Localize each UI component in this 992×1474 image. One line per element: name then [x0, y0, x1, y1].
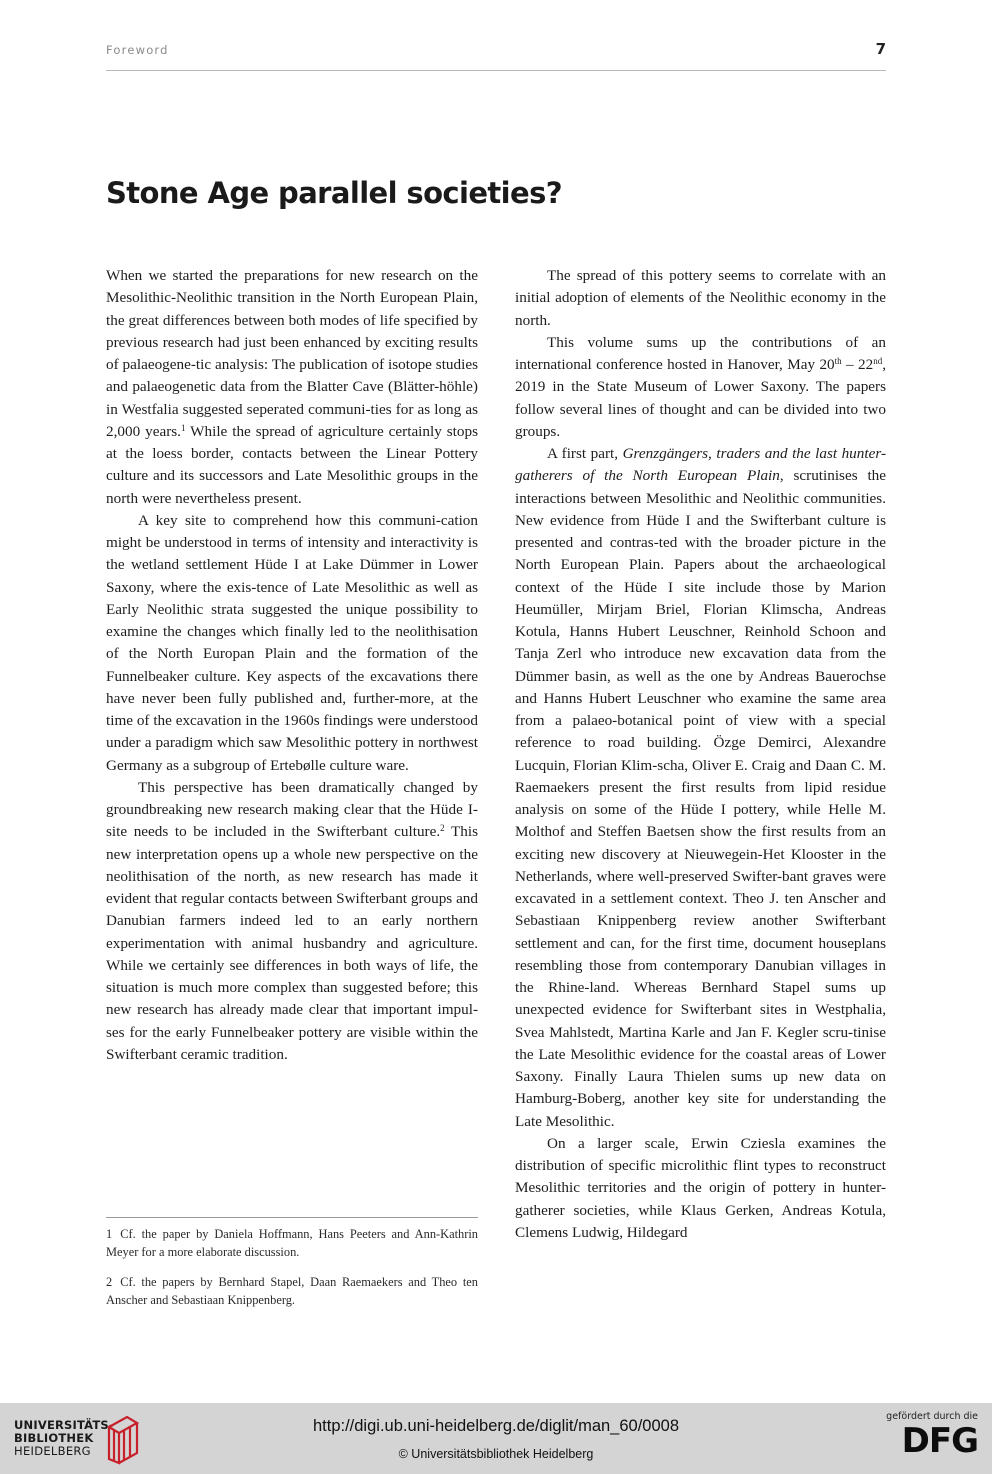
- right-paragraph-2: This volume sums up the contributions of an international conference hosted in Hanover, May 20th – 22nd, 2019 in the State Museum of Lower Saxony. The papers follow several lines of thought and can be divided into two groups.: [515, 333, 887, 440]
- dfg-mark: DFG: [901, 1421, 978, 1461]
- right-column: [515, 265, 886, 1244]
- running-head: [106, 40, 886, 71]
- section-label: Foreword: [106, 43, 169, 57]
- right-paragraph-1: The spread of this pottery seems to correlate with an initial adoption of elements of the Neolithic economy in the north.: [515, 267, 886, 329]
- part-title-italic: Grenzgängers, traders and the last hunter-gatherers of the North European Plain: [515, 445, 886, 485]
- chapter-title: Stone Age parallel societies?: [106, 176, 562, 210]
- footnote-ref-1[interactable]: 1: [180, 422, 186, 433]
- right-paragraph-3: A first part, Grenzgängers, traders and the last hunter-gatherers of the North European Plain, scrutinises the interactions between Mesolithic and Neolithic communities. New evidence from Hüde I and the Swifterbant culture is presented and contras-ted with the broader picture in the North European Plain. Papers about the archaeological context of the Hüde I site include those by Marion Heumüller, Mirjam Briel, Florian Klimscha, Andreas Kotula, Hanns Hubert Leuschner, Reinhold Schoon and Tanja Zerl who introduce new excavation data from the Dümmer basin, as well as the one by Andreas Bauerochse and Hanns Hubert Leuschner who examine the same area from a palaeo-botanical point of view with a special reference to road building. Özge Demirci, Alexandre Lucquin, Florian Klim-scha, Oliver E. Craig and Daan C. M. Raemaekers present the first results from lipid residue analysis on some of the Hüde I pottery, while Helle M. Molthof and Steffen Baetsen show the first results from an exciting new discovery at Nieuwegein-Het Klooster in the Netherlands, where well-preserved Swifter-bant graves were excavated in a settlement context. Theo J. ten Anscher and Sebastiaan Knippenberg review another Swifterbant settlement and can, for the first time, document houseplans resembling those from contemporary Danubian villages in the Rhine-land. Whereas Bernhard Stapel sums up unexpected evidence for Swifterbant sites in Westphalia, Svea Mahlstedt, Martina Karle and Jan F. Kegler scru-tinise the Late Mesolithic evidence for the coastal areas of Lower Saxony. Finally Laura Thielen sums up new data on Hamburg-Boberg, another key site for understanding the Late Mesolithic.: [515, 445, 887, 1130]
- footnote-2: 2 Cf. the papers by Bernhard Stapel, Daan Raemaekers and Theo ten Anscher and Sebastiaan Knippenberg.: [106, 1275, 478, 1307]
- source-url-link[interactable]: http://digi.ub.uni-heidelberg.de/diglit/man_60/0008: [312, 1417, 679, 1435]
- library-logo[interactable]: UNIVERSITÄTS- BIBLIOTHEK HEIDELBERG: [14, 1418, 114, 1458]
- footnote-1: 1 Cf. the paper by Daniela Hoffmann, Hans Peeters and Ann-Kathrin Meyer for a more elaborate discussion.: [106, 1227, 478, 1259]
- left-paragraph-1: When we started the preparations for new research on the Mesolithic-Neolithic transition in the North European Plain, the great differences between both modes of life specified by previous research had just been enhanced by exciting results of palaeogene-tic analysis: The publication of isotope studies and palaeogenetic data from the Blatter Cave (Blätter-höhle) in Westfalia suggested seperated communi-ties for as long as 2,000 years.$^1$ While the spread of agriculture certainly stops at the loess border, contacts between the Linear Pottery culture and its successors and Late Mesolithic groups in the north were nevertheless present.: [106, 267, 478, 507]
- page-number: 7: [875, 40, 886, 58]
- left-paragraph-3: This perspective has been dramatically changed by groundbreaking new research making clear that the Hüde I-site needs to be included in the Swifterbant culture.$^2$ This new interpretation opens up a whole new perspective on the neolithisation of the north, as new research has made it evident that regular contacts between Swifterbant groups and Danubian farmers indeed led to an early northern experimentation with animal husbandry and agriculture. While we certainly see differences in both ways of life, the situation is much more complex than suggested before; this new research has already made clear that important impul-ses for the early Funnelbeaker pottery are visible within the Swifterbant ceramic tradition.: [106, 778, 478, 1063]
- footnote-ref-2[interactable]: 2: [440, 823, 445, 834]
- footnotes: [106, 1226, 478, 1322]
- footnote-divider: [106, 1217, 478, 1218]
- copyright-notice: © Universitätsbibliothek Heidelberg: [398, 1447, 594, 1461]
- left-paragraph-2: A key site to comprehend how this communi-cation might be understood in terms of intensity and interactivity is the wetland settlement Hüde I at Lake Dümmer in Lower Saxony, where the exis-tence of Late Mesolithic as well as Early Neolithic strata suggested the unique possibility to examine the changes which finally led to the neolithisation of the North Europan Plain and the formation of the Funnelbeaker culture. Key aspects of the excavations there have never been fully published and, further-more, at the time of the excavation in the 1960s findings were understood under a paradigm which saw Mesolithic pottery in northwest Germany as a subgroup of Ertebølle culture ware.: [106, 511, 478, 774]
- left-column: [106, 265, 478, 1066]
- footer-bar: [0, 1403, 992, 1474]
- right-paragraph-4: On a larger scale, Erwin Cziesla examines the distribution of specific microlithic flint types to reconstruct Mesolithic territories and the origin of pottery in hunter-gatherer societies, while Klaus Gerken, Andreas Kotula, Clemens Ludwig, Hildegard: [515, 1134, 886, 1241]
- dfg-logo[interactable]: gefördert durch die DFG: [878, 1411, 978, 1458]
